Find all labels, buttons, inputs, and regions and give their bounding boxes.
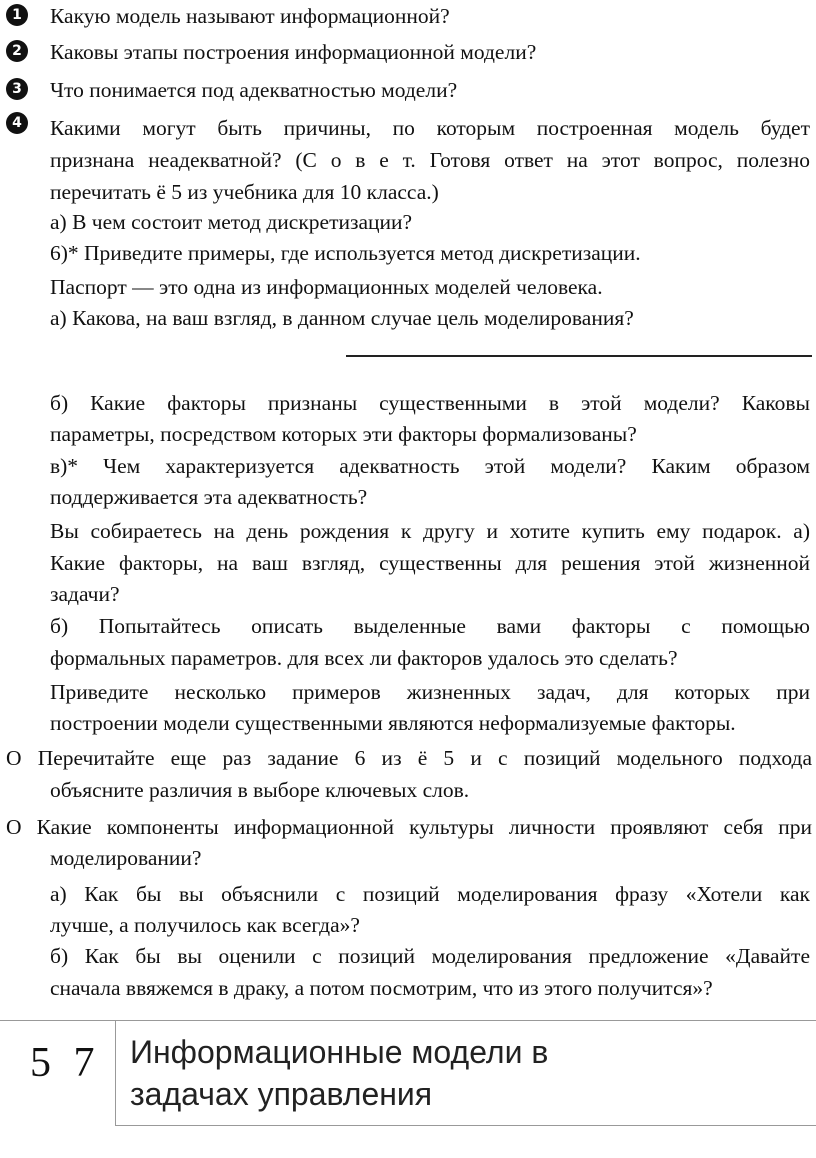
chapter-bottom-rule <box>115 1125 816 1126</box>
question-10-part-b-line-1: б) Как бы вы оценили с позиций моделирования предложение «Давайте <box>50 944 810 968</box>
question-4-line-2: признана неадекватной? (С о в е т. Готовя ответ на этот вопрос, полезно <box>50 148 810 172</box>
question-9-line-2: объясните различия в выборе ключевых слов. <box>50 778 470 802</box>
question-number-badge: 3 <box>6 78 28 100</box>
question-7-line-2: Какие факторы, на ваш взгляд, существенны для решения этой жизненной <box>50 551 810 575</box>
question-2: Каковы этапы построения информационной модели? <box>50 40 537 64</box>
question-10-part-a-line-1: а) Как бы вы объяснили с позиций моделирования фразу «Хотели как <box>50 882 810 906</box>
question-6-intro: Паспорт — это одна из информационных моделей человека. <box>50 275 603 299</box>
question-number-badge: 2 <box>6 40 28 62</box>
question-10-line-2: моделировании? <box>50 846 202 870</box>
question-10-part-a-line-2: лучше, а получилось как всегда»? <box>50 913 360 937</box>
question-9-line-1: О Перечитайте еще раз задание 6 из ё 5 и с позиций модельного подхода <box>6 746 812 770</box>
question-6-part-b-line-1: б) Какие факторы признаны существенными в этой модели? Каковы <box>50 391 810 415</box>
question-4-line-3: перечитать ё 5 из учебника для 10 класса.) <box>50 180 439 204</box>
question-6-part-c-line-1: в)* Чем характеризуется адекватность этой модели? Каким образом <box>50 454 810 478</box>
question-4-line-1: Какими могут быть причины, по которым построенная модель будет <box>50 116 810 140</box>
question-5-part-a: а) В чем состоит метод дискретизации? <box>50 210 413 234</box>
question-6-part-a: а) Какова, на ваш взгляд, в данном случае цель моделирования? <box>50 306 634 330</box>
chapter-title <box>130 1031 548 1115</box>
question-number-badge: 1 <box>6 4 28 26</box>
question-7-part-b-line-2: формальных параметров. для всех ли факторов удалось это сделать? <box>50 646 678 670</box>
question-7-line-1: Вы собираетесь на день рождения к другу и хотите купить ему подарок. а) <box>50 519 810 543</box>
chapter-divider <box>115 1021 116 1125</box>
question-6-part-b-line-2: параметры, посредством которых эти факторы формализованы? <box>50 422 637 446</box>
question-number-badge: 4 <box>6 112 28 134</box>
question-8-line-1: Приведите несколько примеров жизненных задач, для которых при <box>50 680 810 704</box>
question-10-line-1: О Какие компоненты информационной культуры личности проявляют себя при <box>6 815 812 839</box>
question-7-part-b-line-1: б) Попытайтесь описать выделенные вами факторы с помощью <box>50 614 810 638</box>
chapter-title-line-1: Информационные модели в <box>130 1034 549 1070</box>
question-3: Что понимается под адекватностью модели? <box>50 78 458 102</box>
answer-blank-line <box>346 355 812 357</box>
chapter-number: 5 7 <box>30 1040 101 1086</box>
chapter-title-line-2: задачах управления <box>130 1076 433 1112</box>
question-7-line-3: задачи? <box>50 582 120 606</box>
question-6-part-c-line-2: поддерживается эта адекватность? <box>50 485 368 509</box>
question-1: Какую модель называют информационной? <box>50 4 450 28</box>
question-8-line-2: построении модели существенными являются неформализуемые факторы. <box>50 711 736 735</box>
chapter-heading <box>0 1020 816 1125</box>
question-5-part-b: 6)* Приведите примеры, где используется метод дискретизации. <box>50 241 641 265</box>
question-10-part-b-line-2: сначала ввяжемся в драку, а потом посмотрим, что из этого получится»? <box>50 976 713 1000</box>
